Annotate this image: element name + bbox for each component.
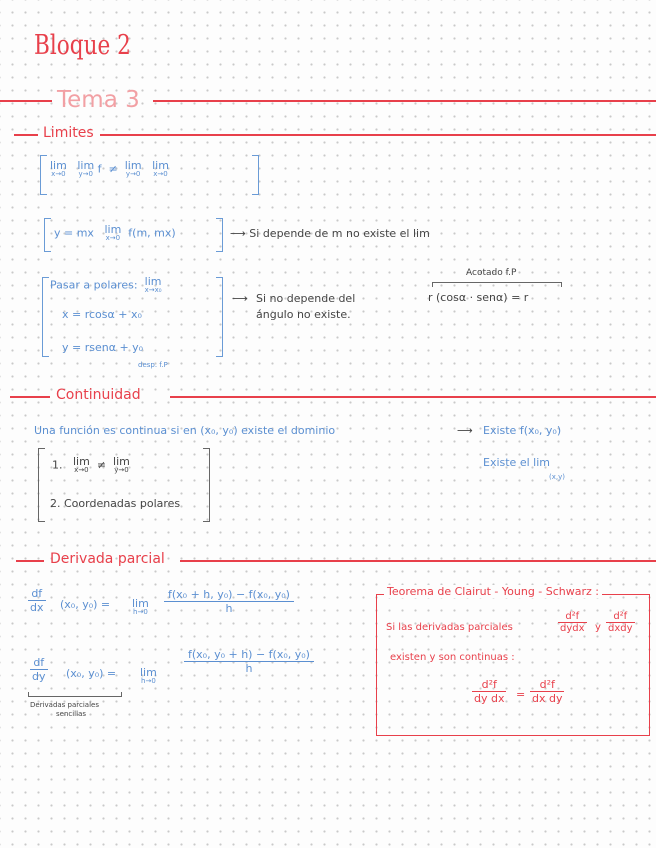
dfdx-fraction: $\frac{df}{dx}$ xyxy=(30,587,44,614)
continuidad-item-1: 1. lim x→0 ≠ lim y→0 xyxy=(52,455,130,474)
polar-tag: desp. f.P xyxy=(138,361,168,369)
dfdx-point: (x₀, y₀) = xyxy=(60,598,111,611)
continuidad-rule-left xyxy=(10,396,50,398)
continuidad-bracket-left xyxy=(38,448,45,522)
theorem-line-1: Si las derivadas parciales xyxy=(386,622,513,633)
dfdy-point: (x₀, y₀) = xyxy=(66,667,117,680)
bloque-title: Bloque 2 xyxy=(34,30,131,61)
polar-expr: r (cosα · senα) = r xyxy=(428,291,529,304)
dfdx-lim: lim h→0 xyxy=(132,597,149,616)
limites-heading: Limites xyxy=(43,125,94,141)
theorem-d2: d²f dxdy xyxy=(608,611,633,634)
theorem-eq-right: $\frac{\text{d²f}}{\text{dx dy}}$ xyxy=(532,678,563,705)
polar-note-2: ángulo no existe. xyxy=(256,308,351,321)
continuidad-heading: Continuidad xyxy=(56,387,141,403)
polar-note-1: Si no depende del xyxy=(256,292,356,305)
theorem-d1: d²f dydx xyxy=(560,611,585,634)
continuidad-definition: Una función es continua si en (x₀, y₀) existe el dominio xyxy=(34,424,336,437)
line-note: ⟶ Si depende de m no existe el lim xyxy=(230,227,430,240)
exists-lim: Existe el lim (x,y) xyxy=(483,456,565,481)
polar-title: Pasar a polares: lim x→x₀ xyxy=(50,275,162,294)
dfdy-quotient: $\frac{\text{f(x₀, y₀ + h) − f(x₀, y₀)}}{h}$ xyxy=(186,648,312,675)
polar-y: y = rsenα + y₀ xyxy=(62,341,144,354)
theorem-y: y xyxy=(595,622,601,633)
theorem-eq-left: $\frac{\text{d²f}}{\text{dy dx}}$ xyxy=(474,678,505,705)
line-limit: y = mx lim x→0 f(m, mx) xyxy=(54,223,176,242)
dfdy-fraction: $\frac{df}{dy}$ xyxy=(32,656,46,683)
theorem-title: Teorema de Clairut - Young - Schwarz : xyxy=(384,585,602,598)
continuidad-bracket-right xyxy=(203,448,210,522)
continuidad-arrow: ⟶ xyxy=(457,424,473,437)
polar-bracket-right xyxy=(216,277,223,357)
derivadas-note-1: Derivadas parciales xyxy=(30,701,99,709)
theorem-eq-sign: = xyxy=(516,688,526,701)
tema-rule-left xyxy=(0,100,52,102)
limites-rule-right xyxy=(100,134,656,136)
acotado-brace xyxy=(432,282,562,287)
derivada-rule-left xyxy=(16,560,44,562)
tema-title: Tema 3 xyxy=(57,87,140,113)
tema-rule-right xyxy=(153,100,656,102)
derivada-heading: Derivada parcial xyxy=(50,551,165,567)
derivadas-brace xyxy=(28,692,122,697)
polar-bracket-left xyxy=(42,277,49,357)
line-bracket-left xyxy=(44,218,51,252)
theorem-line-2: existen y son continuas : xyxy=(390,652,515,663)
dfdx-quotient: $\frac{\text{f(x₀ + h, y₀) − f(x₀, y₀)}}{h}$ xyxy=(166,588,292,615)
iterated-bracket-right xyxy=(252,155,259,195)
iterated-limits: lim x→0 lim y→0 f ≠ lim y→0 lim x→0 xyxy=(50,159,169,178)
derivada-rule-right xyxy=(180,560,656,562)
polar-x: x = rcosα + x₀ xyxy=(62,308,142,321)
acotado-label: Acotado f.P xyxy=(466,268,517,278)
derivadas-note-2: sencillas xyxy=(56,710,87,718)
continuidad-rule-right xyxy=(170,396,656,398)
continuidad-item-2: 2. Coordenadas polares xyxy=(50,497,181,510)
exists-f: Existe f(x₀, y₀) xyxy=(483,424,562,437)
polar-arrow: ⟶ xyxy=(232,292,248,305)
line-bracket-right xyxy=(216,218,223,252)
iterated-bracket-left xyxy=(40,155,47,195)
dfdy-lim: lim h→0 xyxy=(140,666,157,685)
limites-rule-left xyxy=(14,134,38,136)
